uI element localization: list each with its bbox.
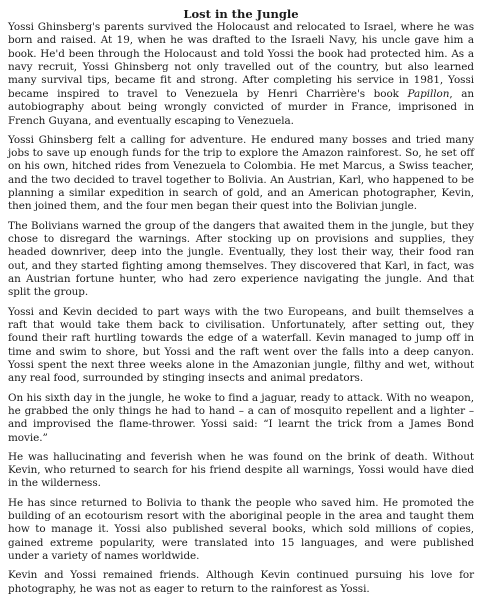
paragraph-1-text-a: Yossi Ghinsberg's parents survived the Holocaust and relocated to Israel, where he was born and raised. At 19, when he was drafted to the Israeli Navy, his uncle gave him a book. He'd been through the Holocaust and told Yossi the book had protected him. As a navy recruit, Yossi Ghinsberg not only travelled out of the country, but also learned many survival tips, became fit and strong. After completing his service in 1981, Yossi became inspired to travel to Venezuela by Henri Charrière's book xyxy=(8,21,474,100)
document-title: Lost in the Jungle xyxy=(183,7,299,21)
paragraph-7: He has since returned to Bolivia to thank the people who saved him. He promoted the building of an ecotourism resort with the aboriginal people in the area and taught them how to manage it. Yossi also published several books, which sold millions of copies, gained extreme popularity, were translated into 15 languages, and were published under a variety of names worldwide. xyxy=(8,496,474,563)
paragraph-8: Kevin and Yossi remained friends. Although Kevin continued pursuing his love for photography, he was not as eager to return to the rainforest as Yossi. xyxy=(8,569,474,595)
paragraph-1-text-b: , an autobiography about being wrongly convicted of murder in France, imprisoned in French Guyana, and eventually escaping to Venezuela. xyxy=(8,87,475,127)
book-title-papillon: Papillon xyxy=(407,87,450,100)
paragraph-4: Yossi and Kevin decided to part ways with the two Europeans, and built themselves a raft that would take them back to civilisation. Unfortunately, after setting out, they found their raft hurtling towards the edge of a waterfall. Kevin managed to jump off in time and swim to shore, but Yossi and the raft went over the falls into a deep canyon. Yossi spent the next three weeks alone in the Amazonian jungle, filthy and wet, without any real food, surrounded by stinging insects and animal predators. xyxy=(8,305,474,385)
paragraph-6: He was hallucinating and feverish when he was found on the brink of death. Without Kevin, who returned to search for his friend despite all warnings, Yossi would have died in the wilderness. xyxy=(8,450,474,490)
paragraph-2: Yossi Ghinsberg felt a calling for adventure. He endured many bosses and tried many jobs to save up enough funds for the trip to explore the Amazon rainforest. So, he set off on his own, hitched rides from Venezuela to Colombia. He met Marcus, a Swiss teacher, and the two decided to travel together to Bolivia. An Austrian, Karl, who happened to be planning a similar expedition in search of gold, and an American photographer, Kevin, then joined them, and the four men began their quest into the Bolivian jungle. xyxy=(8,133,474,213)
paragraph-1 xyxy=(8,21,474,128)
paragraph-3: The Bolivians warned the group of the dangers that awaited them in the jungle, but they chose to disregard the warnings. After stocking up on provisions and supplies, they headed downriver, deep into the jungle. Eventually, they lost their way, their food ran out, and they started fighting among themselves. They discovered that Karl, in fact, was an Austrian fortune hunter, who had zero experience navigating the jungle. And that split the group. xyxy=(8,219,474,299)
paragraph-5: On his sixth day in the jungle, he woke to find a jaguar, ready to attack. With no weapon, he grabbed the only things he had to hand – a can of mosquito repellent and a lighter – and improvised the flame-thrower. Yossi said: “I learnt the trick from a James Bond movie.” xyxy=(8,391,474,444)
